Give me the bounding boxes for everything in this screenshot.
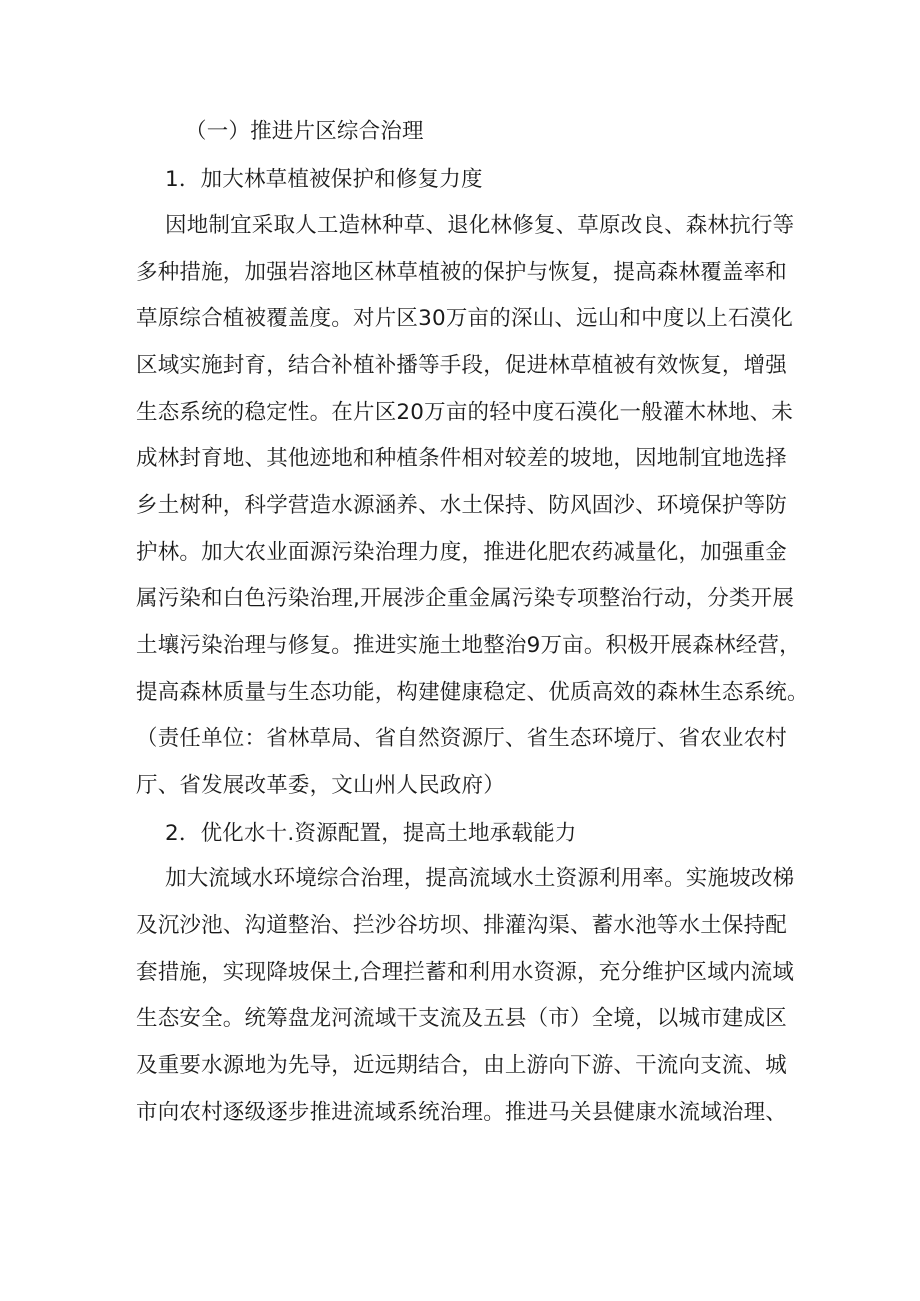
responsible-units-line: （责任单位：省林草局、省自然资源厅、省生态环境厅、省农业农村 [136,726,788,751]
subsection-1-heading: 1．加大林草植被保护和修复力度 [165,167,483,192]
paragraph-line: 及沉沙池、沟道整治、拦沙谷坊坝、排灌沟渠、蓄水池等水土保持配 [136,913,788,938]
subsection-2-heading: 2．优化水十.资源配置，提高土地承载能力 [165,821,577,846]
paragraph-line: 护林。加大农业面源污染治理力度，推进化肥农药减量化，加强重金 [136,540,788,565]
paragraph-line: 土壤污染治理与修复。推进实施土地整治9万亩。积极开展森林经营， [136,633,801,658]
paragraph-line: 提高森林质量与生态功能，构建健康稳定、优质高效的森林生态系统。 [136,680,809,705]
paragraph-line: 市向农村逐级逐步推进流域系统治理。推进马关县健康水流域治理、 [136,1100,788,1125]
paragraph-line: 套措施，实现降坡保土,合理拦蓄和利用水资源，充分维护区域内流域 [136,960,795,985]
paragraph-line: 因地制宜采取人工造林种草、退化林修复、草原改良、森林抗行等 [165,213,795,238]
paragraph-line: 成林封育地、其他迹地和种植条件相对较差的坡地，因地制宜地选择 [136,446,788,471]
paragraph-line: 生态系统的稳定性。在片区20万亩的轻中度石漠化一般灌木林地、未 [136,400,794,425]
responsible-units-line: 厅、省发展改革委，文山州人民政府） [136,773,505,798]
paragraph-line: 及重要水源地为先导，近远期结合，由上游向下游、干流向支流、城 [136,1053,788,1078]
paragraph-line: 多种措施，加强岩溶地区林草植被的保护与恢复，提高森林覆盖率和 [136,260,788,285]
paragraph-line: 草原综合植被覆盖度。对片区30万亩的深山、远山和中度以上石漠化 [136,306,794,331]
paragraph-line: 加大流域水环境综合治理，提高流域水土资源利用率。实施坡改梯 [165,866,795,891]
paragraph-line: 乡土树种，科学营造水源涵养、水土保持、防风固沙、环境保护等防 [136,493,788,518]
section-heading: （一）推进片区综合治理 [185,119,424,144]
paragraph-line: 生态安全。统筹盘龙河流域干支流及五县（市）全境，以城市建成区 [136,1006,788,1031]
paragraph-line: 属污染和白色污染治理,开展涉企重金属污染专项整治行动，分类开展 [136,586,795,611]
paragraph-line: 区域实施封育，结合补植补播等手段，促进林草植被有效恢复，增强 [136,353,788,378]
